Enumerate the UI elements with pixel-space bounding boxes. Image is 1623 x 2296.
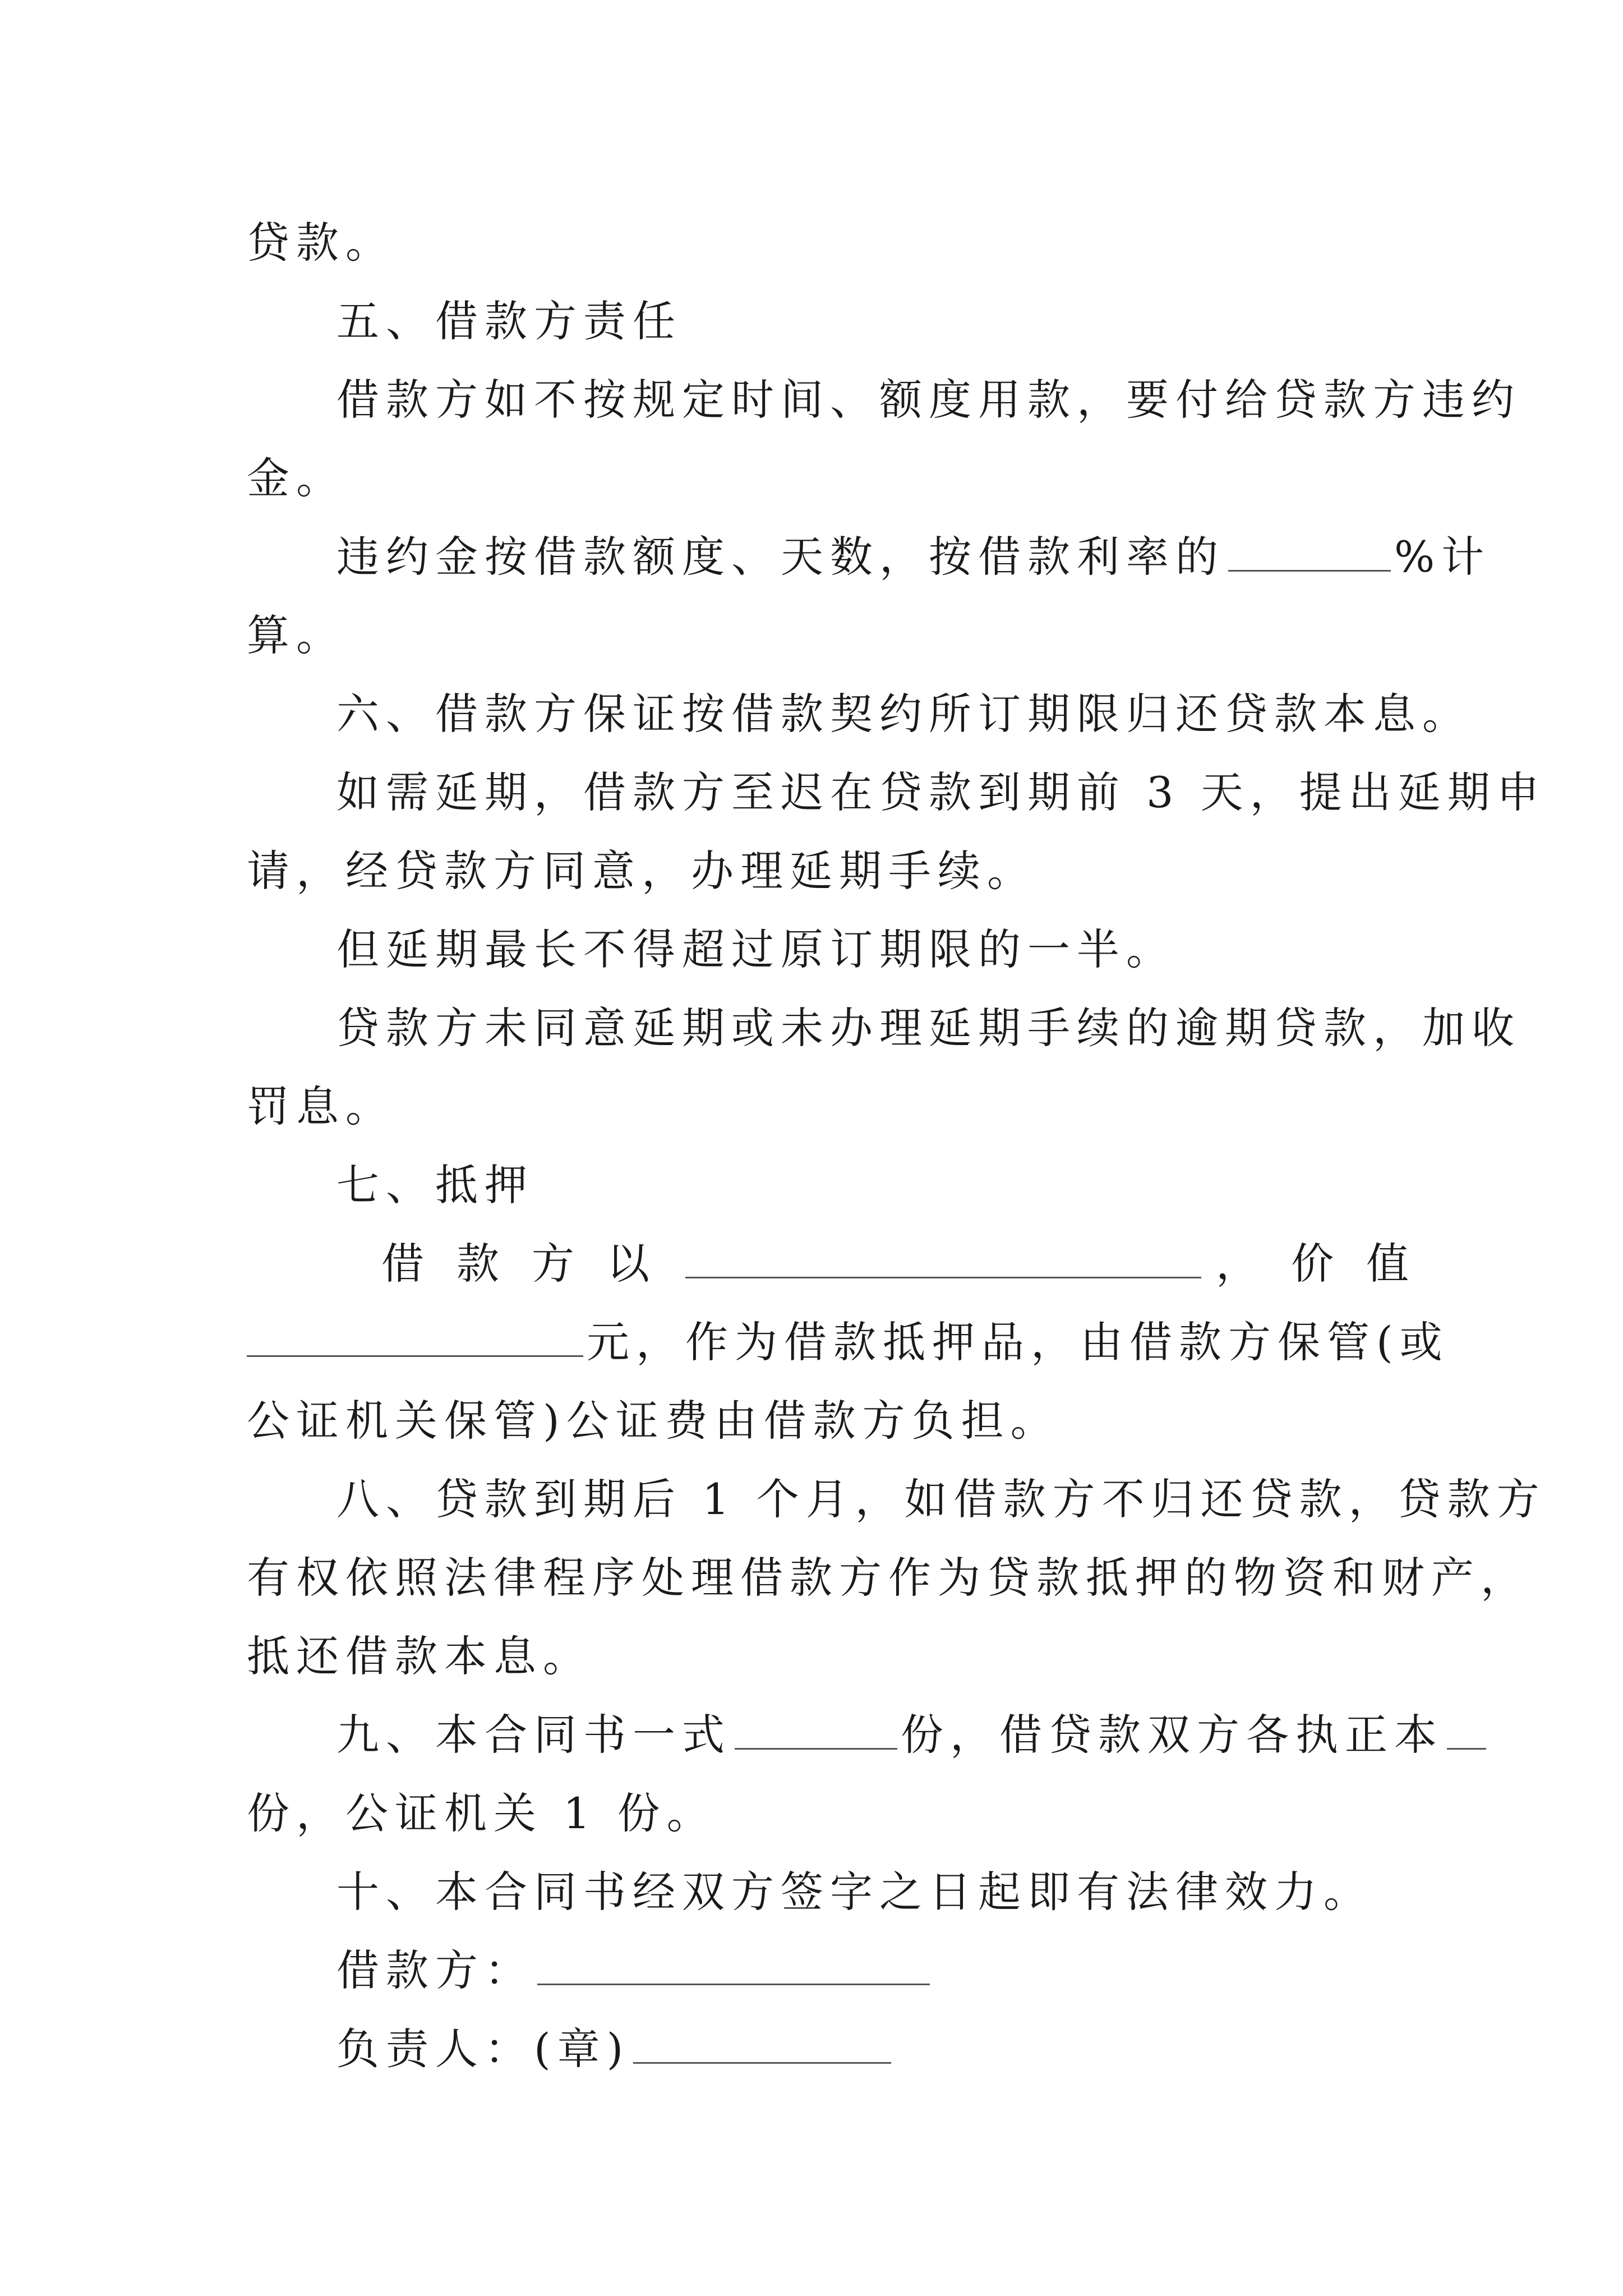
paragraph-line: 份，公证机关 1 份。 <box>247 1788 716 1838</box>
penalty-rate-suffix: %计 <box>1394 532 1491 582</box>
section-heading-7: 七、抵押 <box>336 1160 534 1210</box>
paragraph-line: 算。 <box>247 610 345 660</box>
paragraph-line: 金。 <box>247 453 345 503</box>
section-heading-5: 五、借款方责任 <box>336 296 682 346</box>
section-heading-10: 十、本合同书经双方签字之日起即有法律效力。 <box>336 1867 1373 1917</box>
paragraph-line: 如需延期，借款方至迟在贷款到期前 3 天，提出延期申 <box>336 767 1546 817</box>
borrower-signature-blank <box>537 1944 930 1985</box>
paragraph-line: 抵还借款本息。 <box>247 1631 592 1681</box>
section-heading-8: 八、贷款到期后 1 个月，如借款方不归还贷款，贷款方 <box>336 1474 1546 1524</box>
responsible-person-line <box>336 2022 895 2076</box>
paragraph-line: 但延期最长不得超过原订期限的一半。 <box>336 924 1175 974</box>
copies-each-label: 份，借贷款双方各执正本 <box>901 1710 1444 1760</box>
paragraph-line <box>336 530 1491 584</box>
responsible-person-blank <box>633 2023 891 2064</box>
paragraph-line: 请，经贷款方同意，办理延期手续。 <box>247 846 1036 896</box>
penalty-rate-blank <box>1228 531 1391 572</box>
paragraph-line <box>247 1315 1449 1369</box>
paragraph-line: 借款方如不按规定时间、额度用款，要付给贷款方违约 <box>336 375 1521 425</box>
paragraph-line: 贷款。 <box>247 218 395 268</box>
section-heading-6: 六、借款方保证按借款契约所订期限归还贷款本息。 <box>336 689 1472 739</box>
copies-each-blank <box>1447 1709 1486 1750</box>
collateral-value-label: ，价值 <box>1216 1239 1441 1289</box>
paragraph-line: 有权依照法律程序处理借款方作为贷款抵押的物资和财产， <box>247 1553 1530 1603</box>
paragraph-line: 贷款方未同意延期或未办理延期手续的逾期贷款，加收 <box>336 1003 1521 1053</box>
collateral-item-blank <box>685 1237 1201 1278</box>
borrower-signature-line <box>336 1944 933 1998</box>
responsible-person-label: 负责人：(章) <box>336 2024 630 2074</box>
borrower-label: 借款方： <box>336 1945 534 1995</box>
penalty-rate-label: 违约金按借款额度、天数，按借款利率的 <box>336 532 1225 582</box>
copies-label: 九、本合同书一式 <box>336 1710 731 1760</box>
collateral-value-blank <box>247 1316 583 1357</box>
copies-total-blank <box>735 1709 897 1750</box>
paragraph-line <box>381 1237 1441 1291</box>
section-heading-9 <box>336 1708 1490 1762</box>
collateral-label: 借款方以 <box>381 1239 682 1289</box>
paragraph-line: 罚息。 <box>247 1082 395 1131</box>
paragraph-line: 公证机关保管)公证费由借款方负担。 <box>247 1396 1060 1446</box>
collateral-text: 元，作为借款抵押品，由借款方保管(或 <box>587 1317 1449 1367</box>
